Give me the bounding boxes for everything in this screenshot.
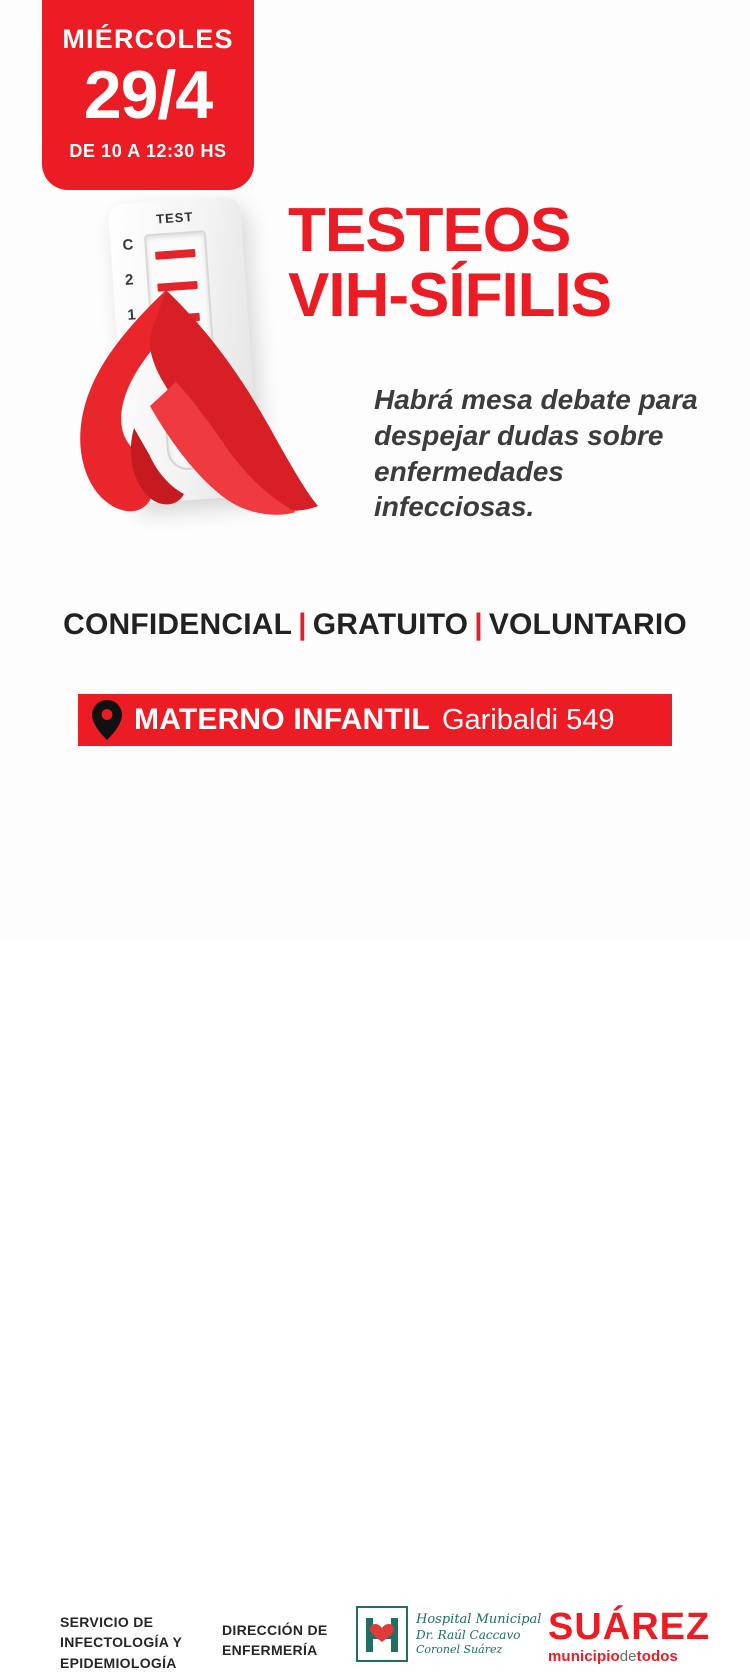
cassette-mark-1: 1 (126, 306, 137, 324)
cassette-mark-2: 2 (124, 271, 134, 289)
attributes-line (0, 608, 750, 642)
map-pin-icon (92, 700, 122, 740)
attribute-voluntario: VOLUNTARIO (488, 608, 687, 641)
date-weekday: MIÉRCOLES (62, 24, 234, 54)
tagline-part-2: de (619, 1648, 637, 1665)
hospital-logo-text (416, 1612, 541, 1657)
date-day-month: 29/4 (83, 57, 213, 133)
footer-direction-text: DIRECCIÓN DE ENFERMERÍA (222, 1622, 328, 1659)
cassette-label: TEST (155, 209, 194, 227)
attribute-separator-1: | (298, 608, 307, 641)
footer-service-text: SERVICIO DE INFECTOLOGÍA Y EPIDEMIOLOGÍA (60, 1614, 182, 1671)
location-name: MATERNO INFANTIL (134, 703, 430, 736)
headline-line-2: VIH-SÍFILIS (288, 260, 612, 330)
footer (0, 800, 750, 1671)
attribute-confidencial: CONFIDENCIAL (63, 608, 293, 641)
hospital-line-1: Hospital Municipal (416, 1611, 542, 1627)
attribute-separator-2: | (474, 608, 483, 641)
municipality-name: SUÁREZ (548, 1606, 711, 1648)
municipality-logo (548, 1608, 710, 1665)
page-title (288, 196, 728, 330)
attribute-gratuito: GRATUITO (312, 608, 469, 641)
test-band-control (155, 249, 195, 260)
hospital-h-heart-icon (356, 1606, 408, 1662)
location-bar (78, 694, 672, 746)
cassette-mark-c: C (121, 236, 134, 255)
hospital-line-3: Coronel Suárez (416, 1642, 503, 1656)
date-badge (42, 0, 254, 190)
headline-line-1: TESTEOS (288, 196, 571, 265)
municipality-tagline (548, 1648, 710, 1665)
hospital-logo (356, 1606, 541, 1662)
tagline-part-3: todos (636, 1648, 678, 1665)
hospital-line-2: Dr. Raúl Caccavo (416, 1627, 521, 1642)
date-time-range: DE 10 A 12:30 HS (69, 141, 227, 161)
subheading-text: Habrá mesa debate para despejar dudas sobre enfermedades infecciosas. (374, 384, 698, 523)
location-address: Garibaldi 549 (441, 703, 615, 736)
tagline-part-1: municipio (548, 1648, 620, 1665)
